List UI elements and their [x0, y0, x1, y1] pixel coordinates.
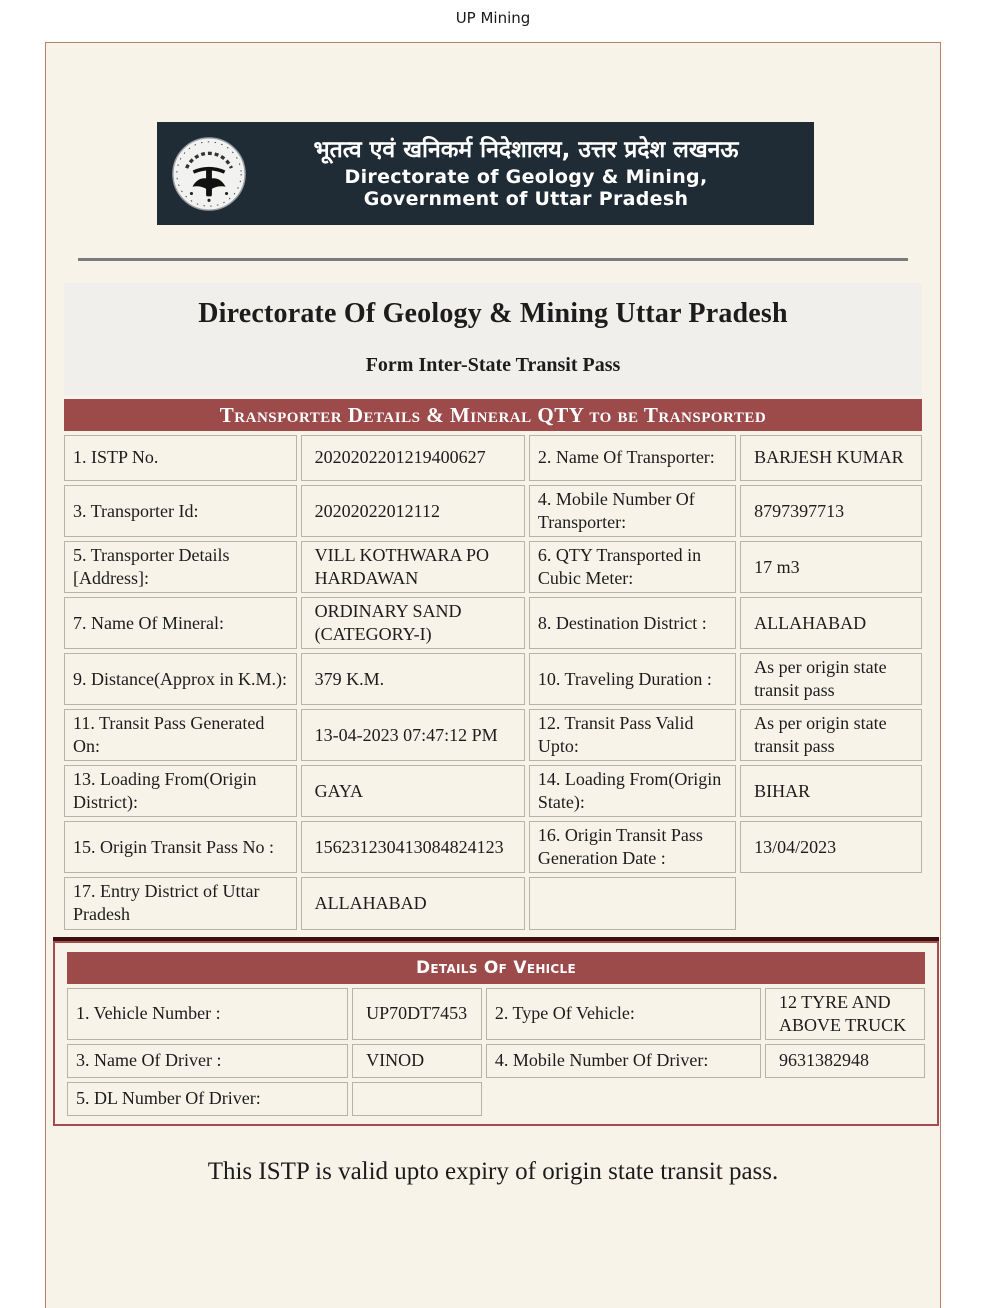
table-row — [67, 988, 925, 1040]
table-row — [64, 653, 922, 705]
table-row — [64, 877, 922, 929]
field-value: ALLAHABAD — [301, 877, 525, 929]
field-label: 9. Distance(Approx in K.M.): — [64, 653, 297, 705]
field-value: As per origin state transit pass — [740, 709, 922, 761]
field-label: 4. Mobile Number Of Driver: — [486, 1044, 761, 1078]
vehicle-section — [53, 941, 939, 1126]
table-row — [64, 765, 922, 817]
table-row — [67, 1044, 925, 1078]
up-government-seal-icon — [170, 135, 248, 213]
field-value: 17 m3 — [740, 541, 922, 593]
field-value — [765, 1082, 925, 1116]
field-value — [352, 1082, 482, 1116]
table-row — [64, 597, 922, 649]
field-label: 8. Destination District : — [529, 597, 736, 649]
field-value: GAYA — [301, 765, 525, 817]
document-title: Directorate Of Geology & Mining Uttar Pradesh — [198, 298, 788, 329]
field-label: 5. DL Number Of Driver: — [67, 1082, 348, 1116]
transporter-table — [60, 431, 926, 934]
table-row — [64, 485, 922, 537]
banner-hindi-title: भूतत्व एवं खनिकर्म निदेशालय, उत्तर प्रदेश लखनऊ — [313, 136, 739, 163]
field-value: 12 TYRE AND ABOVE TRUCK — [765, 988, 925, 1040]
field-label: 1. Vehicle Number : — [67, 988, 348, 1040]
field-value: 20202022012112 — [301, 485, 525, 537]
field-label: 2. Name Of Transporter: — [529, 435, 736, 481]
field-value: VINOD — [352, 1044, 482, 1078]
field-value: 13-04-2023 07:47:12 PM — [301, 709, 525, 761]
field-label: 2. Type Of Vehicle: — [486, 988, 761, 1040]
field-label: 11. Transit Pass Generated On: — [64, 709, 297, 761]
table-row — [67, 1082, 925, 1116]
field-label: 4. Mobile Number Of Transporter: — [529, 485, 736, 537]
horizontal-divider — [78, 258, 908, 261]
banner-text — [248, 137, 804, 211]
field-label: 17. Entry District of Uttar Pradesh — [64, 877, 297, 929]
vehicle-table — [63, 984, 929, 1120]
transporter-section-heading: Transporter Details & Mineral QTY to be Transported — [64, 399, 922, 431]
field-value: As per origin state transit pass — [740, 653, 922, 705]
field-label: 1. ISTP No. — [64, 435, 297, 481]
table-row — [64, 709, 922, 761]
field-label: 15. Origin Transit Pass No : — [64, 821, 297, 873]
field-value: 9631382948 — [765, 1044, 925, 1078]
table-row — [64, 821, 922, 873]
table-row — [64, 541, 922, 593]
field-label: 3. Transporter Id: — [64, 485, 297, 537]
field-value: 379 K.M. — [301, 653, 525, 705]
transporter-section — [64, 399, 922, 934]
field-label: 16. Origin Transit Pass Generation Date : — [529, 821, 736, 873]
field-value: 8797397713 — [740, 485, 922, 537]
field-value: 13/04/2023 — [740, 821, 922, 873]
field-value: ORDINARY SAND (CATEGORY-I) — [301, 597, 525, 649]
field-value: 2020202201219400627 — [301, 435, 525, 481]
field-label: 14. Loading From(Origin State): — [529, 765, 736, 817]
department-banner — [157, 122, 814, 225]
field-value: 156231230413084824123 — [301, 821, 525, 873]
vehicle-section-heading: Details Of Vehicle — [67, 952, 925, 984]
field-label: 5. Transporter Details [Address]: — [64, 541, 297, 593]
field-label: 12. Transit Pass Valid Upto: — [529, 709, 736, 761]
document-title-block — [64, 283, 922, 395]
validity-note: This ISTP is valid upto expiry of origin state transit pass. — [207, 1157, 779, 1185]
banner-english-title-line1: Directorate of Geology & Mining, — [344, 166, 708, 189]
field-label: 13. Loading From(Origin District): — [64, 765, 297, 817]
field-value — [529, 877, 736, 929]
field-label: 10. Traveling Duration : — [529, 653, 736, 705]
field-value: VILL KOTHWARA PO HARDAWAN — [301, 541, 525, 593]
banner-english-title-line2: Government of Uttar Pradesh — [363, 188, 689, 211]
field-label: 7. Name Of Mineral: — [64, 597, 297, 649]
field-value: BIHAR — [740, 765, 922, 817]
field-value — [486, 1082, 761, 1116]
field-value: UP70DT7453 — [352, 988, 482, 1040]
field-label: 3. Name Of Driver : — [67, 1044, 348, 1078]
app-title: UP Mining — [455, 9, 531, 27]
field-value: BARJESH KUMAR — [740, 435, 922, 481]
field-value: ALLAHABAD — [740, 597, 922, 649]
transit-pass-document — [45, 42, 941, 1308]
table-row — [64, 435, 922, 481]
field-value — [740, 877, 922, 929]
document-subtitle: Form Inter-State Transit Pass — [365, 354, 621, 376]
field-label: 6. QTY Transported in Cubic Meter: — [529, 541, 736, 593]
